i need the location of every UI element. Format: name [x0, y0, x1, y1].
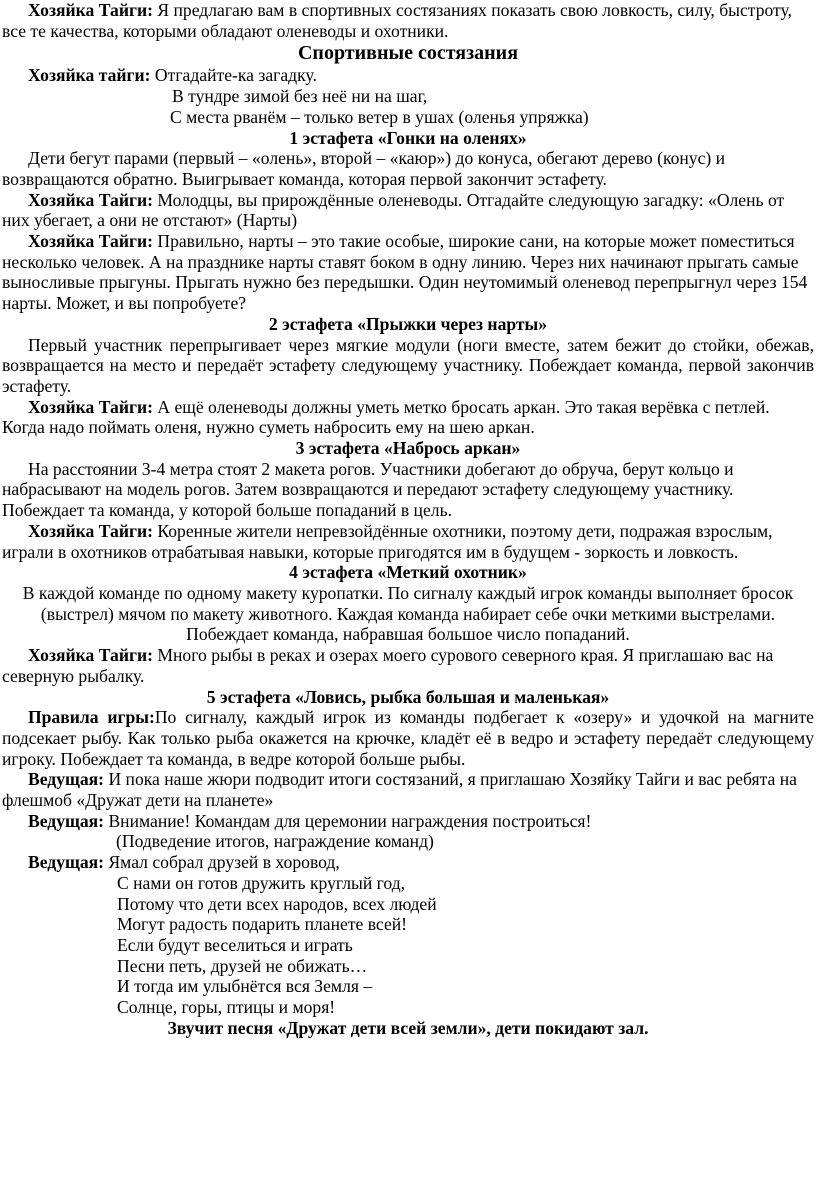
speaker-label: Хозяйка Тайги:	[28, 645, 153, 666]
host-paragraph	[2, 190, 814, 231]
relay-title: 4 эстафета «Меткий охотник»	[289, 562, 527, 583]
speaker-label: Хозяйка Тайги:	[28, 231, 153, 252]
paragraph-text: Молодцы, вы прирождённые оленеводы. Отгадайте следующую загадку: «Олень от них убегает, а они не отстают» (Нарты)	[2, 189, 785, 231]
paragraph-text: Много рыбы в реках и озерах моего сурового северного края. Я приглашаю вас на северную рыбалку.	[2, 645, 774, 686]
host-paragraph	[2, 397, 814, 438]
poem-line: И тогда им улыбнётся вся Земля –	[117, 976, 373, 997]
relay-description: В каждой команде по одному макету куропатки. По сигналу каждый игрок команды выполняет бросок (выстрел) мячом по макету животного. Каждая команда набирает себе очки меткими выстрелами. Побеждает команда, набравшая большое число попаданий.	[22, 582, 794, 645]
riddle-line: С места рванём – только ветер в ушах (оленья упряжка)	[170, 106, 589, 127]
riddle-intro	[2, 65, 814, 86]
speaker-label: Хозяйка Тайги:	[28, 520, 153, 541]
relay-title: 1 эстафета «Гонки на оленях»	[289, 127, 527, 148]
poem-line: Потому что дети всех народов, всех людей	[117, 893, 437, 914]
paragraph-text: И пока наше жюри подводит итоги состязаний, я приглашаю Хозяйку Тайги и вас ребята на флешмоб «Дружат дети на планете»	[2, 769, 797, 811]
speaker-label: Хозяйка Тайги:	[28, 0, 153, 20]
relay-title: 5 эстафета «Ловись, рыбка большая и маленькая»	[206, 686, 610, 707]
relay-description: На расстоянии 3-4 метра стоят 2 макета рогов. Участники добегают до обруча, берут кольцо и набрасывают на модель рогов. Затем возвращаются и передают эстафету следующему участнику. Побеждает та команда, у которой больше попаданий в цель.	[2, 458, 734, 521]
lead-paragraph	[2, 852, 814, 873]
paragraph-text: Ямал собрал друзей в хоровод,	[104, 852, 340, 873]
poem-line: Солнце, горы, птицы и моря!	[117, 997, 336, 1018]
speaker-label: Хозяйка Тайги:	[28, 189, 153, 210]
intro-paragraph	[2, 0, 814, 41]
poem-line: Могут радость подарить планете всей!	[117, 914, 408, 935]
host-paragraph	[2, 521, 814, 562]
lead-paragraph	[2, 811, 814, 832]
paragraph-text: Правильно, нарты – это такие особые, широкие сани, на которые может поместиться несколько человек. А на празднике нарты ставят боком в одну линию. Через них начинают прыгать самые выносливые прыгуны. Прыгать нужно без передышки. Один неутомимый оленевод перепрыгнул через 154 нарты. Может, и вы попробуете?	[2, 231, 808, 314]
relay-title: 2 эстафета «Прыжки через нарты»	[268, 313, 548, 334]
paragraph-text: Отгадайте-ка загадку.	[150, 65, 317, 86]
closing-line: Звучит песня «Дружат дети всей земли», дети покидают зал.	[167, 1017, 649, 1038]
host-paragraph	[2, 231, 814, 314]
speaker-label: Ведущая:	[28, 769, 105, 790]
paragraph-text: По сигналу, каждый игрок из команды подбегает к «озеру» и удочкой на магните подсекает рыбу. Как только рыба окажется на крючке, кладёт её в ведро и эстафету передаёт следующему игроку. Побеждает та команда, в ведре которой больше рыбы.	[2, 707, 814, 769]
relay-title: 3 эстафета «Набрось аркан»	[295, 438, 521, 459]
poem-line: С нами он готов дружить круглый год,	[117, 872, 406, 893]
speaker-label: Хозяйка Тайги:	[28, 396, 153, 417]
host-paragraph	[2, 645, 814, 686]
paragraph-text: Я предлагаю вам в спортивных состязаниях показать свою ловкость, силу, быстроту, все те качества, которыми обладают оленеводы и охотники.	[2, 0, 792, 41]
relay-description: Дети бегут парами (первый – «олень», второй – «каюр») до конуса, обегают дерево (конус) и возвращаются обратно. Выигрывает команда, которая первой закончит эстафету.	[2, 148, 726, 189]
relay-description: Первый участник перепрыгивает через мягкие модули (ноги вместе, затем бежит до стойки, обежав, возвращается на место и передаёт эстафету следующему участнику. Побеждает команда, первой закончив эстафету.	[2, 334, 814, 396]
speaker-label: Хозяйка тайги:	[28, 65, 151, 86]
paragraph-text: А ещё оленеводы должны уметь метко бросать аркан. Это такая верёвка с петлей. Когда надо поймать оленя, нужно суметь набросить ему на шею аркан.	[2, 396, 770, 438]
paragraph-text: Коренные жители непревзойдённые охотники, поэтому дети, подражая взрослым, играли в охотников отрабатывая навыки, которые пригодятся им в будущем - зоркость и ловкость.	[2, 520, 773, 562]
riddle-line: В тундре зимой без неё ни на шаг,	[172, 86, 428, 107]
rules-label: Правила игры:	[28, 707, 155, 728]
paragraph-text: Внимание! Командам для церемонии награждения построиться!	[104, 810, 592, 831]
rules-paragraph	[2, 707, 814, 769]
section-title: Спортивные состязания	[297, 42, 519, 65]
speaker-label: Ведущая:	[28, 852, 105, 873]
stage-note: (Подведение итогов, награждение команд)	[116, 831, 434, 852]
speaker-label: Ведущая:	[28, 810, 105, 831]
lead-paragraph	[2, 769, 814, 810]
poem-line: Если будут веселиться и играть	[117, 934, 353, 955]
poem-line: Песни петь, друзей не обижать…	[117, 955, 368, 976]
